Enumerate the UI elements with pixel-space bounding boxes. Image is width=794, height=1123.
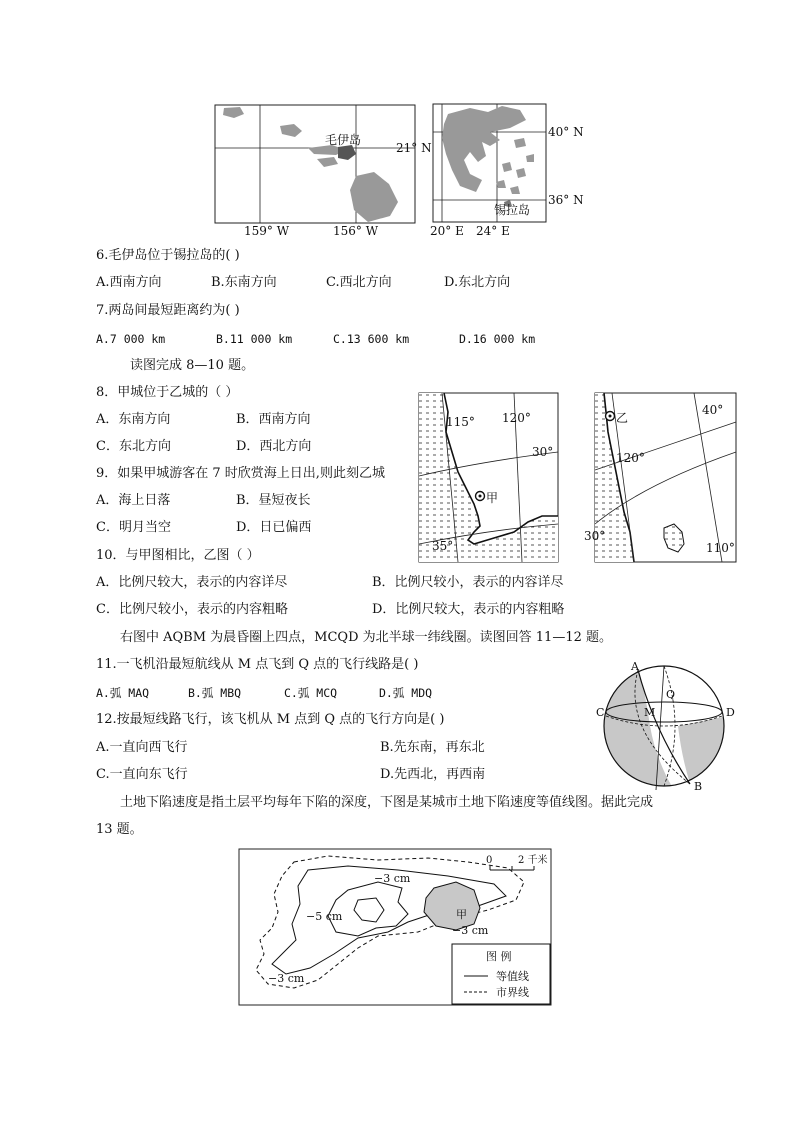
intro-8-10: 读图完成 8—10 题。 — [130, 358, 255, 373]
lat-40n-label: 40° N — [548, 125, 584, 139]
intro-13-line2: 13 题。 — [96, 822, 143, 837]
yi-lon-120: 120° — [616, 451, 645, 465]
q7-option-b[interactable]: B.11 000 km — [216, 332, 293, 346]
legend-contour: 等值线 — [496, 970, 529, 983]
jia-lon-120: 120° — [502, 411, 531, 425]
contour-label-top: −3 cm — [374, 872, 411, 885]
lat-21n-label: 21° N — [396, 141, 432, 155]
santorini-map — [430, 100, 590, 240]
q6-option-d[interactable]: D.东北方向 — [444, 275, 511, 290]
q9-option-c[interactable]: C．明月当空 — [96, 520, 171, 535]
maui-label: 毛伊岛 — [325, 133, 362, 147]
contour-label-left: −5 cm — [306, 910, 343, 923]
jia-lat-30: 30° — [532, 445, 554, 459]
scale-label: 2 千米 — [518, 855, 548, 866]
question-12-stem: 12.按最短线路飞行，该飞机从 M 点到 Q 点的飞行方向是( ) — [96, 712, 445, 727]
question-11-stem: 11.一飞机沿最短航线从 M 点飞到 Q 点的飞行线路是( ) — [96, 657, 419, 672]
contour-label-bottom: −3 cm — [268, 972, 305, 985]
question-8-stem: 8．甲城位于乙城的（ ） — [96, 385, 239, 400]
q6-option-b[interactable]: B.东南方向 — [211, 275, 277, 290]
q11-option-d[interactable]: D.弧 MDQ — [379, 686, 433, 700]
yi-city-label: 乙 — [616, 411, 629, 425]
q7-option-a[interactable]: A.7 000 km — [96, 332, 166, 346]
lon-24e-label: 24° E — [476, 224, 510, 238]
globe-label-b: B — [694, 780, 703, 793]
q6-option-a[interactable]: A.西南方向 — [96, 275, 162, 290]
lon-20e-label: 20° E — [430, 224, 464, 238]
yi-lat-30: 30° — [584, 529, 606, 543]
subsidence-map — [238, 848, 554, 1008]
globe-label-a: A — [631, 660, 639, 673]
yi-lat-40: 40° — [702, 403, 724, 417]
scale-zero: 0 — [486, 855, 493, 866]
question-9-stem: 9．如果甲城游客在 7 时欣赏海上日出,则此刻乙城 — [96, 466, 385, 481]
lon-159w-label: 159° W — [244, 224, 290, 238]
q6-option-c[interactable]: C.西北方向 — [326, 275, 392, 290]
area-jia-label: 甲 — [456, 908, 467, 921]
q12-option-d[interactable]: D.先西北，再西南 — [380, 767, 486, 782]
q11-option-b[interactable]: B.弧 MBQ — [188, 686, 242, 700]
lat-36n-label: 36° N — [548, 193, 584, 207]
globe-diagram — [594, 660, 744, 792]
maui-map — [214, 104, 432, 240]
globe-label-q: Q — [666, 688, 676, 701]
map-yi — [584, 392, 738, 564]
q8-option-c[interactable]: C．东北方向 — [96, 439, 171, 454]
question-7-stem: 7.两岛间最短距离约为( ) — [96, 303, 240, 318]
q11-option-a[interactable]: A.弧 MAQ — [96, 686, 150, 700]
q9-option-b[interactable]: B．昼短夜长 — [236, 493, 311, 508]
q12-option-a[interactable]: A.一直向西飞行 — [96, 740, 188, 755]
q8-option-a[interactable]: A．东南方向 — [96, 412, 171, 427]
q8-option-b[interactable]: B．西南方向 — [236, 412, 311, 427]
q8-option-d[interactable]: D．西北方向 — [236, 439, 312, 454]
q10-option-d[interactable]: D．比例尺较大，表示的内容粗略 — [372, 602, 565, 617]
jia-city-label: 甲 — [486, 491, 499, 505]
jia-lon-115: 115° — [446, 415, 475, 429]
q12-option-b[interactable]: B.先东南，再东北 — [380, 740, 485, 755]
question-10-stem: 10．与甲图相比，乙图（ ） — [96, 548, 260, 563]
q10-option-a[interactable]: A．比例尺较大，表示的内容详尽 — [96, 575, 288, 590]
globe-label-c: C — [596, 706, 605, 719]
q10-option-b[interactable]: B．比例尺较小，表示的内容详尽 — [372, 575, 564, 590]
globe-label-m: M — [644, 706, 656, 719]
lon-156w-label: 156° W — [333, 224, 379, 238]
santorini-label: 锡拉岛 — [494, 203, 531, 217]
q12-option-c[interactable]: C.一直向东飞行 — [96, 767, 188, 782]
legend-boundary: 市界线 — [496, 986, 529, 999]
globe-label-d: D — [726, 706, 735, 719]
question-6-stem: 6.毛伊岛位于锡拉岛的( ) — [96, 248, 240, 263]
q9-option-a[interactable]: A．海上日落 — [96, 493, 171, 508]
yi-lon-110: 110° — [706, 541, 735, 555]
intro-11-12: 右图中 AQBM 为晨昏圈上四点，MCQD 为北半球一纬线圈。读图回答 11—12 题。 — [120, 630, 612, 645]
q9-option-d[interactable]: D．日已偏西 — [236, 520, 312, 535]
legend-title: 图 例 — [486, 950, 512, 963]
contour-label-jia: −3 cm — [452, 924, 489, 937]
jia-lat-35: 35° — [432, 539, 454, 553]
map-jia — [418, 392, 560, 564]
q10-option-c[interactable]: C．比例尺较小，表示的内容粗略 — [96, 602, 288, 617]
q7-option-c[interactable]: C.13 600 km — [333, 332, 410, 346]
intro-13-line1: 土地下陷速度是指土层平均每年下陷的深度，下图是某城市土地下陷速度等值线图。据此完成 — [120, 795, 654, 810]
q7-option-d[interactable]: D.16 000 km — [459, 332, 536, 346]
q11-option-c[interactable]: C.弧 MCQ — [284, 686, 338, 700]
